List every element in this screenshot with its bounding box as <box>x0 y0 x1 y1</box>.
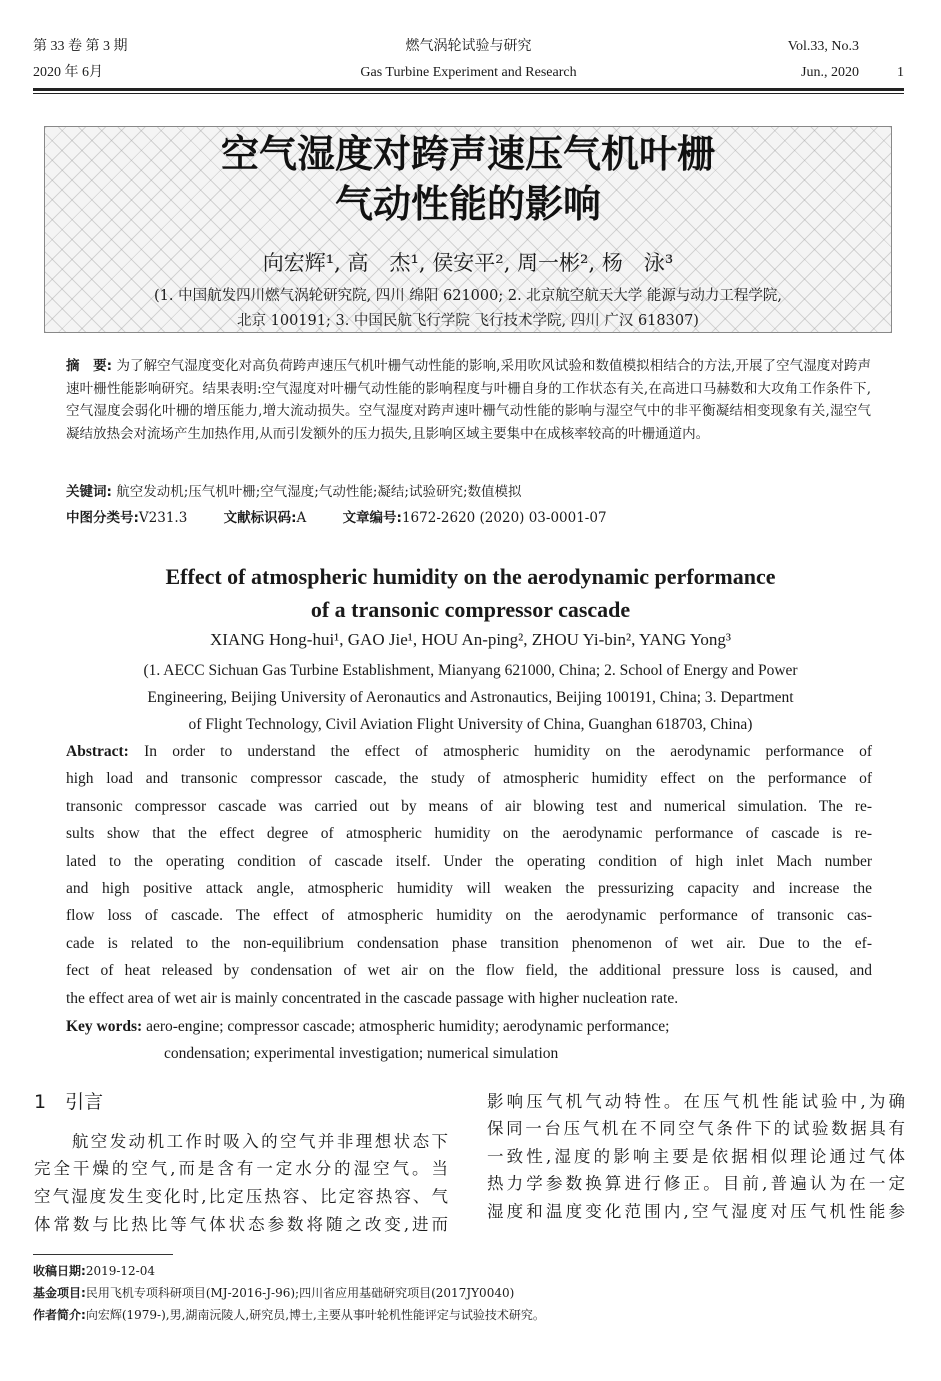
header-rule-thin <box>33 93 904 94</box>
section-heading: 1 引言 <box>34 1091 104 1113</box>
header-rule-thick <box>33 88 904 91</box>
classification-cn <box>66 507 871 530</box>
authors-en: XIANG Hong-hui¹, GAO Jie¹, HOU An-ping², ZHOU Yi-bin², YANG Yong³ <box>210 630 731 649</box>
abstract-en-line: the effect area of wet air is mainly concentrated in the cascade passage with higher nucleation rate. <box>66 990 679 1007</box>
abstract-en-line: and high positive attack angle, atmospheric humidity will weaken the pressurizing capacity and increase the <box>66 880 872 897</box>
clc-value: V231.3 <box>138 510 188 526</box>
authors-cn: 向宏辉¹, 高 杰¹, 侯安平², 周一彬², 杨 泳³ <box>262 251 674 275</box>
abstract-en-line: lated to the operating condition of cascade itself. Under the operating condition of high inlet Mach number <box>66 853 872 870</box>
abstract-cn <box>66 355 871 445</box>
abstract-en-line: high load and transonic compressor cascade, the study of atmospheric humidity effect on the performance of <box>66 770 872 787</box>
keywords-en-line1: aero-engine; compressor cascade; atmospheric humidity; aerodynamic performance; <box>142 1018 670 1035</box>
body-line: 热力学参数换算进行修正。目前,普遍认为在一定 <box>487 1174 905 1193</box>
body-line: 空气湿度发生变化时,比定压热容、比定容热容、气 <box>34 1187 448 1206</box>
doc-code-label: 文献标识码: <box>223 510 297 526</box>
affiliation-en-line2: Engineering, Beijing University of Aeronautics and Astronautics, Beijing 100191, China; 3. Department <box>147 689 794 706</box>
affiliation-en-line3: of Flight Technology, Civil Aviation Flight University of China, Guanghan 618703, China) <box>188 716 753 733</box>
volume-en: Vol.33, No.3 <box>787 39 859 54</box>
abstract-en-line: cade is related to the non-equilibrium condensation phase transition phenomenon of wet air. Due to the ef- <box>66 935 872 952</box>
body-line: 影响压气机气动特性。在压气机性能试验中,为确 <box>487 1092 905 1111</box>
article-no-value: 1672-2620 (2020) 03-0001-07 <box>401 510 607 526</box>
keywords-en <box>66 1016 669 1038</box>
keywords-en-line2: condensation; experimental investigation; numerical simulation <box>164 1045 559 1062</box>
footnote-author: 作者简介:向宏辉(1979-),男,湖南沅陵人,研究员,博士,主要从事叶轮机性能评定与试验技术研究。 <box>33 1308 545 1322</box>
title-cn-line1: 空气湿度对跨声速压气机叶栅 <box>220 132 715 176</box>
footnote-fund: 基金项目:民用飞机专项科研项目(MJ-2016-J-96);四川省应用基础研究项目(2017JY0040) <box>33 1286 515 1300</box>
body-line: 完全干燥的空气,而是含有一定水分的湿空气。当 <box>34 1159 448 1178</box>
abstract-en-line: flow loss of cascade. The effect of atmospheric humidity on the aerodynamic performance of transonic cas- <box>66 907 872 924</box>
article-no-label: 文章编号: <box>342 510 402 526</box>
footnote-received: 收稿日期:2019-12-04 <box>33 1264 155 1278</box>
keywords-en-label: Key words: <box>66 1018 143 1035</box>
running-header-row2 <box>33 64 904 84</box>
title-box <box>44 126 892 333</box>
abstract-en-line: Abstract: In order to understand the effect of atmospheric humidity on the aerodynamic performance of <box>66 743 872 760</box>
title-en-line1: Effect of atmospheric humidity on the aerodynamic performance <box>165 564 776 589</box>
keywords-cn <box>66 481 871 504</box>
affiliation-en-line1: (1. AECC Sichuan Gas Turbine Establishment, Mianyang 621000, China; 2. School of Energy and Power <box>143 662 798 679</box>
body-line: 湿度和温度变化范围内,空气湿度对压气机性能参 <box>487 1202 905 1221</box>
keywords-cn-text: 航空发动机;压气机叶栅;空气湿度;气动性能;凝结;试验研究;数值模拟 <box>116 484 522 500</box>
volume-cn: 第 33 卷 第 3 期 <box>33 39 128 54</box>
body-line: 体常数与比热比等气体状态参数将随之改变,进而 <box>34 1215 448 1234</box>
running-header-row1 <box>33 38 904 58</box>
page-number: 1 <box>897 65 904 80</box>
body-line: 一致性,湿度的影响主要是依据相似理论通过气体 <box>487 1147 905 1166</box>
keywords-cn-label: 关键词: <box>66 484 112 500</box>
abstract-en-line: transonic compressor cascade was carried out by means of air blowing test and numerical simulation. The re- <box>66 798 872 815</box>
abstract-en-line: sults show that the effect degree of atmospheric humidity on the aerodynamic performance of cascade is re- <box>66 825 872 842</box>
clc-label: 中图分类号: <box>66 510 139 526</box>
affiliation-cn-line1: (1. 中国航发四川燃气涡轮研究院, 四川 绵阳 621000; 2. 北京航空航天大学 能源与动力工程学院, <box>153 288 783 304</box>
title-en-line2: of a transonic compressor cascade <box>310 597 631 622</box>
abstract-cn-label: 摘 要: <box>66 358 113 374</box>
affiliation-cn-line2: 北京 100191; 3. 中国民航飞行学院 飞行技术学院, 四川 广汉 618307) <box>237 313 699 329</box>
doc-code-value: A <box>296 510 307 526</box>
abstract-en-label: Abstract: <box>66 743 129 760</box>
title-cn-line2: 气动性能的影响 <box>334 182 601 226</box>
journal-name-en: Gas Turbine Experiment and Research <box>360 65 577 80</box>
journal-name-cn: 燃气涡轮试验与研究 <box>405 39 532 54</box>
body-line: 保同一台压气机在不同空气条件下的试验数据具有 <box>487 1119 905 1138</box>
date-cn: 2020 年 6月 <box>33 65 103 80</box>
date-en: Jun., 2020 <box>801 65 859 80</box>
abstract-en-line: fect of heat released by condensation of wet air on the flow field, the additional pressure loss is caused, and <box>66 962 872 979</box>
body-line: 航空发动机工作时吸入的空气并非理想状态下 <box>34 1132 448 1151</box>
footnote-rule <box>33 1254 173 1255</box>
abstract-cn-text: 为了解空气湿度变化对高负荷跨声速压气机叶栅气动性能的影响,采用吹风试验和数值模拟相结合的方法,开展了空气湿度对跨声速叶栅性能影响研究。结果表明:空气湿度对叶栅气动性能的影响程度与叶栅自身的工作状态有关,在高进口马赫数和大攻角工作条件下,空气湿度会弱化叶栅的增压能力,增大流动损失。空气湿度对跨声速叶栅气动性能的影响与湿空气中的非平衡凝结相变现象有关,湿空气凝结放热会对流场产生加热作用,从而引发额外的压力损失,且影响区域主要集中在成核率较高的叶栅通道内。 <box>66 358 871 442</box>
